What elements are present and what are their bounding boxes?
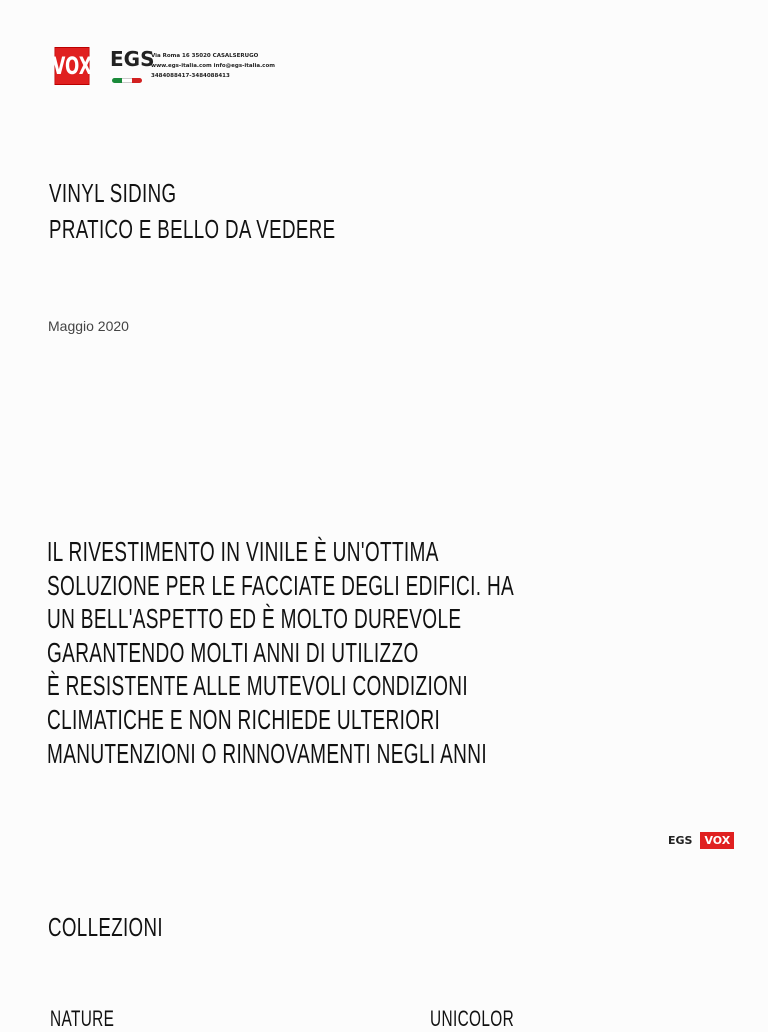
vox-logo: VOX: [55, 47, 90, 85]
page-title: [49, 175, 447, 247]
collection-unicolor-label: UNICOLOR: [430, 1006, 515, 1031]
contact-web: www.egs-italia.com info@egs-italia.com: [151, 63, 275, 69]
egs-mini-logo: EGS: [668, 833, 693, 847]
collection-nature: [50, 1006, 142, 1032]
intro-line: SOLUZIONE PER LE FACCIATE DEGLI EDIFICI. HA: [47, 569, 515, 601]
intro-line: GARANTENDO MOLTI ANNI DI UTILIZZO: [47, 636, 419, 668]
intro-line: CLIMATICHE E NON RICHIEDE ULTERIORI: [47, 703, 441, 735]
italian-flag-stripe: [112, 78, 142, 83]
publication-date: Maggio 2020: [48, 318, 129, 334]
title-line-2: PRATICO E BELLO DA VEDERE: [49, 214, 336, 244]
footer-logos: [668, 830, 734, 850]
contact-phone: 3484088417-3484088413: [151, 73, 230, 79]
collection-nature-label: NATURE: [50, 1006, 115, 1031]
intro-line: MANUTENZIONI O RINNOVAMENTI NEGLI ANNI: [47, 737, 487, 769]
contact-info: [151, 51, 275, 81]
intro-paragraph: [47, 535, 734, 770]
egs-logo-text: EGS: [110, 47, 155, 71]
vox-mini-logo: VOX: [700, 832, 734, 849]
collections-heading: [48, 912, 208, 943]
collection-unicolor: [430, 1006, 550, 1032]
collections-heading-text: COLLEZIONI: [48, 912, 163, 942]
contact-address: Via Roma 16 35020 CASALSERUGO: [151, 53, 259, 59]
intro-line: È RESISTENTE ALLE MUTEVOLI CONDIZIONI: [47, 670, 468, 702]
intro-line: IL RIVESTIMENTO IN VINILE È UN'OTTIMA: [47, 536, 439, 567]
intro-line: UN BELL'ASPETTO ED È MOLTO DUREVOLE: [47, 603, 462, 635]
title-line-1: VINYL SIDING: [49, 178, 177, 208]
egs-logo: [110, 47, 155, 87]
